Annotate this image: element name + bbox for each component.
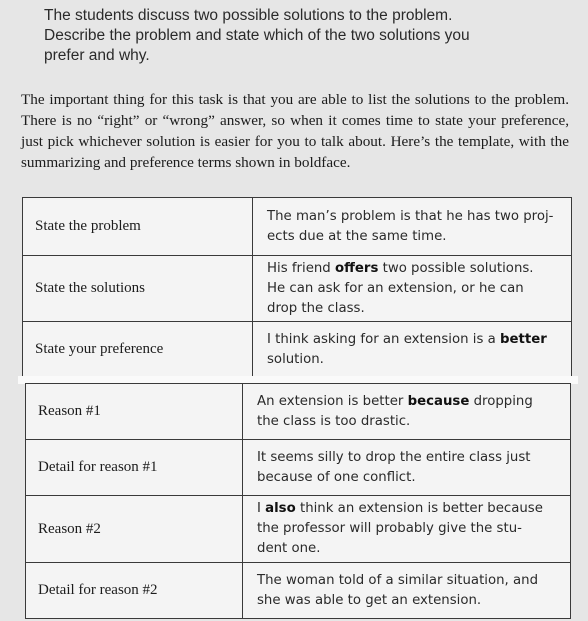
bold-term: better xyxy=(500,331,547,347)
row-label: State the problem xyxy=(23,198,253,256)
table-row xyxy=(23,256,572,322)
value-text: the professor will probably give the stu- xyxy=(257,521,522,536)
value-text: she was able to get an extension. xyxy=(257,592,482,608)
bold-term: because xyxy=(407,393,470,409)
table-row xyxy=(26,496,571,563)
value-text: An extension is better xyxy=(257,393,408,409)
bold-term: offers xyxy=(334,260,379,276)
row-value xyxy=(253,198,572,256)
table-row xyxy=(26,384,571,440)
value-text: because of one conflict. xyxy=(257,469,416,485)
row-value xyxy=(253,322,572,378)
row-label: Reason #1 xyxy=(26,384,243,440)
row-label: State your preference xyxy=(23,322,253,378)
value-text: I think asking for an extension is a xyxy=(267,331,500,347)
row-value xyxy=(243,563,571,619)
value-text: His friend xyxy=(267,260,335,276)
value-text: the class is too drastic. xyxy=(257,413,411,429)
row-label: Reason #2 xyxy=(26,496,243,563)
row-value xyxy=(243,384,571,440)
table-row xyxy=(23,322,572,378)
value-text: ects due at the same time. xyxy=(267,228,447,244)
task-prompt xyxy=(44,6,564,66)
summary-template-table xyxy=(22,197,572,378)
value-text: It seems silly to drop the entire class just xyxy=(257,449,531,465)
prompt-line: prefer and why. xyxy=(44,47,150,64)
row-value xyxy=(243,496,571,563)
bold-term: also xyxy=(265,501,296,516)
table-row xyxy=(26,563,571,619)
row-value xyxy=(253,256,572,322)
prompt-line: The students discuss two possible solutions to the problem. xyxy=(44,7,453,24)
value-text: I xyxy=(257,501,266,516)
intro-paragraph: The important thing for this task is that you are able to list the solutions to the problem. There is no “right” or “wrong” answer, so when it comes time to state your preference, just pick whichever solution is easier for you to talk about. Here’s the template, with the summarizing and preference terms shown in boldface. xyxy=(21,91,569,171)
value-text: dropping xyxy=(469,393,533,409)
value-text: drop the class. xyxy=(267,300,365,316)
row-label: State the solutions xyxy=(23,256,253,322)
reasons-template-table xyxy=(25,383,571,619)
prompt-line: Describe the problem and state which of the two solutions you xyxy=(44,27,470,44)
value-text: The woman told of a similar situation, and xyxy=(257,572,539,588)
value-text: dent one. xyxy=(257,541,321,556)
table-row xyxy=(23,198,572,256)
row-label: Detail for reason #2 xyxy=(26,563,243,619)
value-text: two possible solutions. xyxy=(378,260,534,276)
row-value xyxy=(243,440,571,496)
value-text: He can ask for an extension, or he can xyxy=(267,280,524,296)
value-text: The man’s problem is that he has two proj- xyxy=(267,208,554,224)
table-row xyxy=(26,440,571,496)
value-text: solution. xyxy=(267,351,324,367)
row-label: Detail for reason #1 xyxy=(26,440,243,496)
value-text: think an extension is better because xyxy=(295,501,543,516)
